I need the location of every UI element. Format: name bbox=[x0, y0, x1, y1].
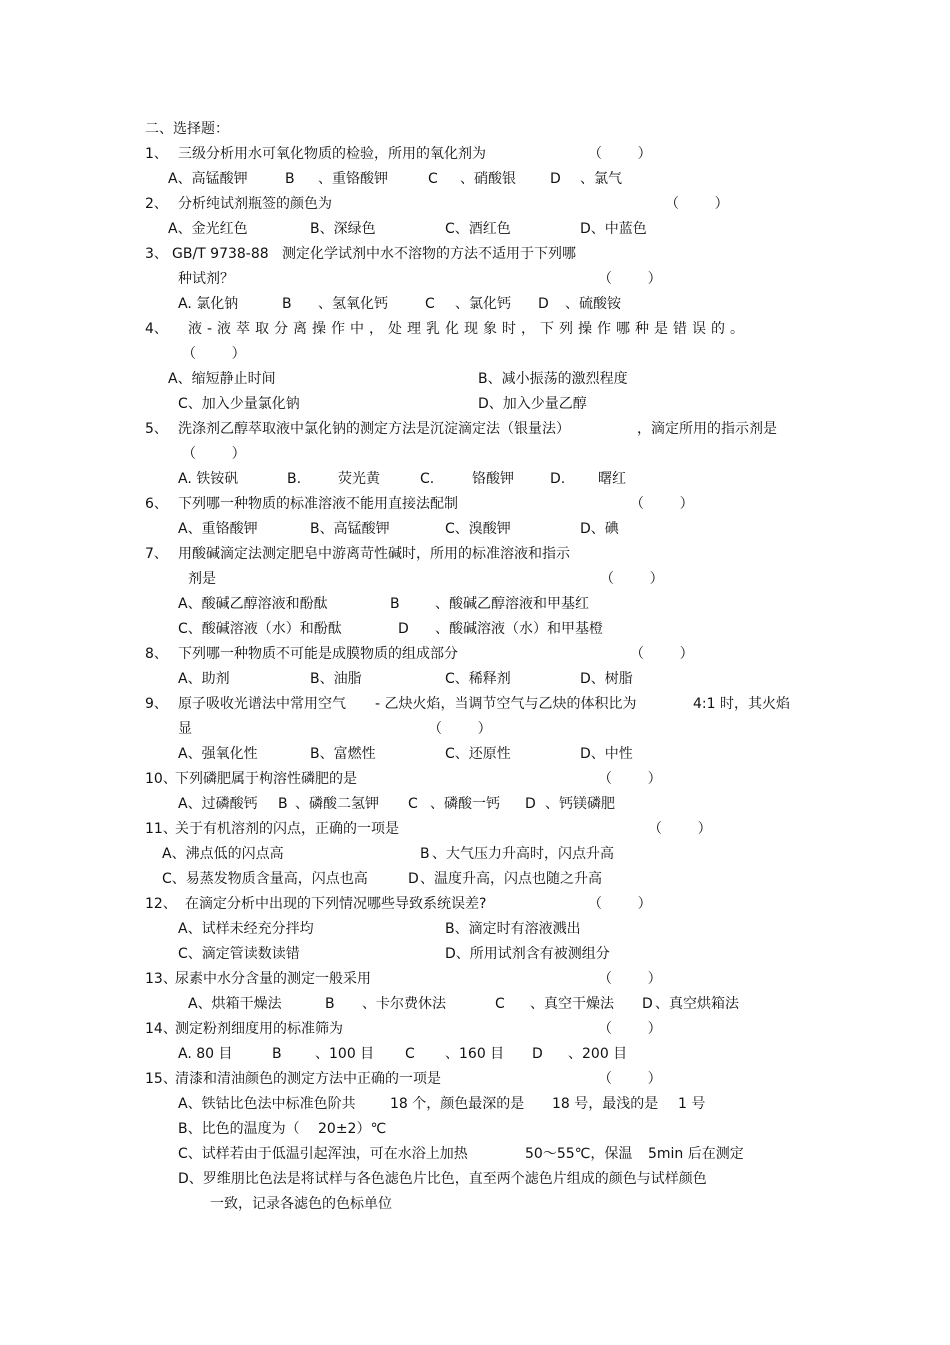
option-d-letter: D bbox=[642, 996, 653, 1012]
option-b-letter: B bbox=[390, 596, 400, 612]
answer-paren: （ ） bbox=[588, 896, 652, 912]
option-a: A、试样未经充分拌均 bbox=[178, 921, 314, 937]
answer-paren: （ ） bbox=[588, 146, 652, 162]
question-text-3: 4:1 时，其火焰 bbox=[693, 696, 790, 712]
question-text: 关于有机溶剂的闪点，正确的一项是 bbox=[175, 821, 399, 837]
option-b-letter: B bbox=[278, 796, 288, 812]
option-d: 曙红 bbox=[598, 471, 626, 487]
question-text: 下列磷肥属于枸溶性磷肥的是 bbox=[175, 771, 357, 787]
option-b: 、氢氧化钙 bbox=[318, 296, 388, 312]
option-c: 、160 目 bbox=[445, 1046, 505, 1062]
option-a: A、烘箱干燥法 bbox=[188, 996, 282, 1012]
option-a: A、铁钴比色法中标准色阶共 bbox=[178, 1096, 356, 1112]
answer-paren: （ ） bbox=[182, 346, 246, 362]
question-number: 5、 bbox=[145, 421, 168, 437]
option-a: A、强氧化性 bbox=[178, 746, 258, 762]
option-c-letter: C bbox=[405, 1046, 415, 1062]
question-text-2: - 乙炔火焰，当调节空气与乙炔的体积比为 bbox=[375, 696, 637, 712]
option-c: 、真空干燥法 bbox=[530, 996, 614, 1012]
option-b-part: 20±2）℃ bbox=[318, 1121, 387, 1137]
question-number: 10、 bbox=[145, 771, 177, 787]
question-text: 三级分析用水可氧化物质的检验，所用的氧化剂为 bbox=[178, 146, 486, 162]
option-d: D、中蓝色 bbox=[580, 221, 647, 237]
answer-paren: （ ） bbox=[648, 821, 712, 837]
question-number: 4、 bbox=[145, 321, 168, 337]
option-a-part: 18 号，最浅的是 bbox=[552, 1096, 659, 1112]
option-a-part: 18 个，颜色最深的是 bbox=[390, 1096, 525, 1112]
option-d-letter: D bbox=[525, 796, 536, 812]
option-c-part: 50～55℃，保温 bbox=[525, 1146, 633, 1162]
question-number: 6、 bbox=[145, 496, 168, 512]
option-b: B、油脂 bbox=[310, 671, 362, 687]
option-d: 、硫酸铵 bbox=[565, 296, 621, 312]
option-c-letter: C bbox=[408, 796, 418, 812]
option-d: D、碘 bbox=[580, 521, 619, 537]
option-c: 铬酸钾 bbox=[472, 471, 514, 487]
option-a-part: 1 号 bbox=[678, 1096, 706, 1112]
answer-paren: （ ） bbox=[598, 1021, 662, 1037]
option-c-letter: C. bbox=[420, 471, 435, 487]
option-a: A、助剂 bbox=[178, 671, 230, 687]
option-d: D、中性 bbox=[580, 746, 633, 762]
option-c: C、稀释剂 bbox=[445, 671, 511, 687]
question-text: 洗涤剂乙醇萃取液中氯化钠的测定方法是沉淀滴定法（银量法） bbox=[178, 421, 570, 437]
question-number: 7、 bbox=[145, 546, 168, 562]
answer-paren: （ ） bbox=[598, 271, 662, 287]
question-text: 用酸碱滴定法测定肥皂中游离苛性碱时，所用的标准溶液和指示 bbox=[178, 546, 570, 562]
option-c: C、酸碱溶液（水）和酚酞 bbox=[178, 621, 342, 637]
option-b-letter: B bbox=[285, 171, 295, 187]
option-a: A、沸点低的闪点高 bbox=[162, 846, 284, 862]
option-c: 、氯化钙 bbox=[455, 296, 511, 312]
question-text: 分析纯试剂瓶签的颜色为 bbox=[178, 196, 332, 212]
question-text: 原子吸收光谱法中常用空气 bbox=[178, 696, 346, 712]
option-d: 、氯气 bbox=[580, 171, 622, 187]
option-d: D、罗维朋比色法是将试样与各色滤色片比色，直至两个滤色片组成的颜色与试样颜色 bbox=[178, 1171, 707, 1187]
option-c: C、试样若由于低温引起浑浊，可在水浴上加热 bbox=[178, 1146, 468, 1162]
option-d-letter: D bbox=[538, 296, 549, 312]
option-d: 、酸碱溶液（水）和甲基橙 bbox=[435, 621, 603, 637]
option-d: D、树脂 bbox=[580, 671, 633, 687]
option-c-part: 5min 后在测定 bbox=[648, 1146, 744, 1162]
option-b: 荧光黄 bbox=[338, 471, 380, 487]
option-a: A、过磷酸钙 bbox=[178, 796, 258, 812]
option-b: B、滴定时有溶液溅出 bbox=[445, 921, 581, 937]
option-c-letter: C bbox=[428, 171, 438, 187]
question-text-continued: 剂是 bbox=[188, 571, 216, 587]
option-a: A、金光红色 bbox=[168, 221, 248, 237]
question-number: 12、 bbox=[145, 896, 177, 912]
question-text: 测定粉剂细度用的标准筛为 bbox=[175, 1021, 343, 1037]
question-text: 下列哪一种物质不可能是成膜物质的组成部分 bbox=[178, 646, 458, 662]
question-text: 尿素中水分含量的测定一般采用 bbox=[175, 971, 371, 987]
option-b: B、高锰酸钾 bbox=[310, 521, 390, 537]
option-b-letter: B bbox=[325, 996, 335, 1012]
option-b-letter: B bbox=[272, 1046, 282, 1062]
option-b: B、富燃性 bbox=[310, 746, 376, 762]
option-d: D、加入少量乙醇 bbox=[478, 396, 587, 412]
option-c: 、硝酸银 bbox=[460, 171, 516, 187]
question-text-2: ，滴定所用的指示剂是 bbox=[637, 421, 777, 437]
option-b: 、100 目 bbox=[315, 1046, 375, 1062]
option-b-letter: B bbox=[420, 846, 430, 862]
question-text: GB/T 9738-88 测定化学试剂中水不溶物的方法不适用于下列哪 bbox=[172, 246, 577, 262]
option-d-letter: D bbox=[532, 1046, 543, 1062]
option-a: A、酸碱乙醇溶液和酚酞 bbox=[178, 596, 328, 612]
option-d: 、钙镁磷肥 bbox=[545, 796, 615, 812]
question-text-continued: 显 bbox=[178, 721, 192, 737]
answer-paren: （ ） bbox=[182, 446, 246, 462]
option-a: A、重铬酸钾 bbox=[178, 521, 258, 537]
answer-paren: （ ） bbox=[598, 771, 662, 787]
answer-paren: （ ） bbox=[630, 646, 694, 662]
option-b: B、减小振荡的激烈程度 bbox=[478, 371, 628, 387]
option-a: A. 氯化钠 bbox=[178, 296, 239, 312]
option-c: 、磷酸一钙 bbox=[430, 796, 500, 812]
option-b: 、大气压力升高时，闪点升高 bbox=[432, 846, 614, 862]
option-c: C、滴定管读数读错 bbox=[178, 946, 300, 962]
answer-paren: （ ） bbox=[598, 971, 662, 987]
option-c: C、还原性 bbox=[445, 746, 511, 762]
option-d: 、温度升高，闪点也随之升高 bbox=[420, 871, 602, 887]
option-d-letter: D bbox=[550, 171, 561, 187]
answer-paren: （ ） bbox=[630, 496, 694, 512]
option-a: A、高锰酸钾 bbox=[168, 171, 248, 187]
question-number: 1、 bbox=[145, 146, 168, 162]
question-text: 清漆和清油颜色的测定方法中正确的一项是 bbox=[175, 1071, 441, 1087]
answer-paren: （ ） bbox=[665, 196, 729, 212]
question-number: 2、 bbox=[145, 196, 168, 212]
option-b: B、深绿色 bbox=[310, 221, 376, 237]
question-number: 9、 bbox=[145, 696, 168, 712]
option-c: C、加入少量氯化钠 bbox=[178, 396, 300, 412]
option-c: C、溴酸钾 bbox=[445, 521, 511, 537]
option-c: C、酒红色 bbox=[445, 221, 511, 237]
answer-paren: （ ） bbox=[598, 1071, 662, 1087]
option-c-letter: C bbox=[425, 296, 435, 312]
question-number: 11、 bbox=[145, 821, 177, 837]
option-d: 、真空烘箱法 bbox=[655, 996, 739, 1012]
option-b: 、酸碱乙醇溶液和甲基红 bbox=[435, 596, 589, 612]
option-c: C、易蒸发物质含量高，闪点也高 bbox=[162, 871, 368, 887]
option-b-letter: B. bbox=[287, 471, 302, 487]
option-d: D、所用试剂含有被测组分 bbox=[445, 946, 610, 962]
option-b-letter: B bbox=[282, 296, 292, 312]
question-text: 在滴定分析中出现的下列情况哪些导致系统误差? bbox=[185, 896, 487, 912]
option-d: 、200 目 bbox=[568, 1046, 628, 1062]
option-b: 、卡尔费休法 bbox=[362, 996, 446, 1012]
question-number: 14、 bbox=[145, 1021, 177, 1037]
option-b: 、重铬酸钾 bbox=[318, 171, 388, 187]
option-d-continued: 一致，记录各滤色的色标单位 bbox=[210, 1196, 392, 1212]
option-a: A、缩短静止时间 bbox=[168, 371, 276, 387]
option-b: 、磷酸二氢钾 bbox=[295, 796, 379, 812]
option-d-letter: D. bbox=[550, 471, 566, 487]
question-number: 13、 bbox=[145, 971, 177, 987]
option-b: B、比色的温度为（ bbox=[178, 1121, 300, 1137]
answer-paren: （ ） bbox=[600, 571, 664, 587]
question-number: 3、 bbox=[145, 246, 168, 262]
question-text: 下列哪一种物质的标准溶液不能用直接法配制 bbox=[178, 496, 458, 512]
option-d-letter: D bbox=[398, 621, 409, 637]
question-number: 8、 bbox=[145, 646, 168, 662]
question-number: 15、 bbox=[145, 1071, 177, 1087]
section-title: 二、选择题： bbox=[145, 121, 229, 137]
question-text: 液-液萃取分离操作中，处理乳化现象时，下列操作哪种是错误的。 bbox=[188, 321, 750, 337]
option-d-letter: D bbox=[408, 871, 419, 887]
answer-paren: （ ） bbox=[428, 721, 492, 737]
question-text-continued: 种试剂？ bbox=[178, 271, 234, 287]
option-c-letter: C bbox=[495, 996, 505, 1012]
option-a: A. 80 目 bbox=[178, 1046, 233, 1062]
option-a: A. 铁铵矾 bbox=[178, 471, 239, 487]
